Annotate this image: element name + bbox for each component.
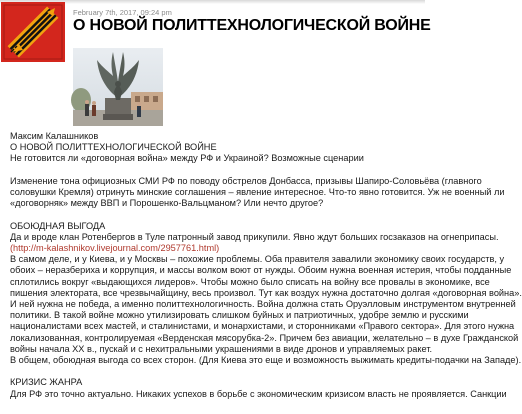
section-heading: КРИЗИС ЖАНРА — [10, 377, 83, 388]
paragraph-gap — [10, 165, 420, 176]
body-line: сплотились вокруг «выдающихся лидеров». Чтобы можно было списать на войну все провалы в экономике, все — [10, 276, 490, 287]
section-line: Да и вроде клан Ротенбергов в Туле патронный завод прикупили. Явно ждут больших госзаказов на огнеприпасы. — [10, 231, 499, 242]
source-link-line — [10, 243, 420, 254]
body-line: пишения электората, все чрезвычайщину, весь произвол. Тут как воздух нужна достаточно долгая «договорная война». — [10, 287, 522, 298]
body-line: локализованная, контролируемая «Верденская мясорубка-2». Причем без авиации, желательно – в духе Гражданской — [10, 332, 519, 343]
ribbon-logo-icon[interactable] — [1, 2, 65, 62]
intro-line: «договорняк» между ВВП и Порошенко-Вальцманом? Или нечто другое? — [10, 198, 324, 209]
section-heading: ОБОЮДНАЯ ВЫГОДА — [10, 220, 106, 231]
article-subtitle: О НОВОЙ ПОЛИТТЕХНОЛОГИЧЕСКОЙ ВОЙНЕ — [10, 142, 217, 153]
eagle-monument-photo — [73, 48, 163, 126]
body-line: Для РФ это точно актуально. Никаких успехов в борьбе с экономическим кризисом власть не проявляется. Санкции — [10, 388, 507, 399]
body-line: В общем, обоюдная выгода со всех сторон. (Для Киева это еще и возможность выжимать кредиты-подачки на Западе). — [10, 355, 522, 366]
paragraph-gap — [10, 209, 420, 220]
body-line: В самом деле, и у Киева, и у Москвы – похожие проблемы. Оба правителя завалили экономику своих государств, у — [10, 254, 505, 265]
body-line: войны начала XX в., пускай и с нехитральными украшениями в виде дронов и управляемых ракет. — [10, 343, 433, 354]
body-line: обоих – неразбериха и коррупция, и массы волком воют от нужды. Обоим нужна военная истерия, чтобы подданные — [10, 265, 512, 276]
body-line: политики. В такой войне можно утилизировать слишком буйных и патриотичных, удобре землю и русскими — [10, 310, 469, 321]
post-title[interactable]: О НОВОЙ ПОЛИТТЕХНОЛОГИЧЕСКОЙ ВОЙНЕ — [73, 17, 431, 34]
post-date: February 7th, 2017, 09:24 pm — [73, 8, 172, 17]
article-body — [10, 131, 522, 400]
author-name: Максим Калашников — [10, 131, 99, 141]
body-line: националистами всех мастей, и сталинистами, и монархистами, и сторонниками «Правого сектора». Для этого нужна — [10, 321, 515, 332]
intro-line: соловушки Кремля) отринуть минские соглашения – явление интересное. Что-то явно готовится. Уж не военный ли — [10, 187, 505, 197]
source-link[interactable]: (http://m-kalashnikov.livejournal.com/2957761.html) — [10, 243, 220, 253]
article-lead: Не готовится ли «договорная война» между РФ и Украиной? Возможные сценарии — [10, 153, 364, 164]
intro-line: Изменение тона официозных СМИ РФ по поводу обстрелов Донбасса, призывы Шапиро-Соловьёва (главного — [10, 175, 482, 186]
body-line: И ней нужна не победа, а именно политтехнологичность. Война должна стать Оруэлловым инструментом внутренней — [10, 299, 516, 310]
paragraph-gap — [10, 366, 420, 377]
